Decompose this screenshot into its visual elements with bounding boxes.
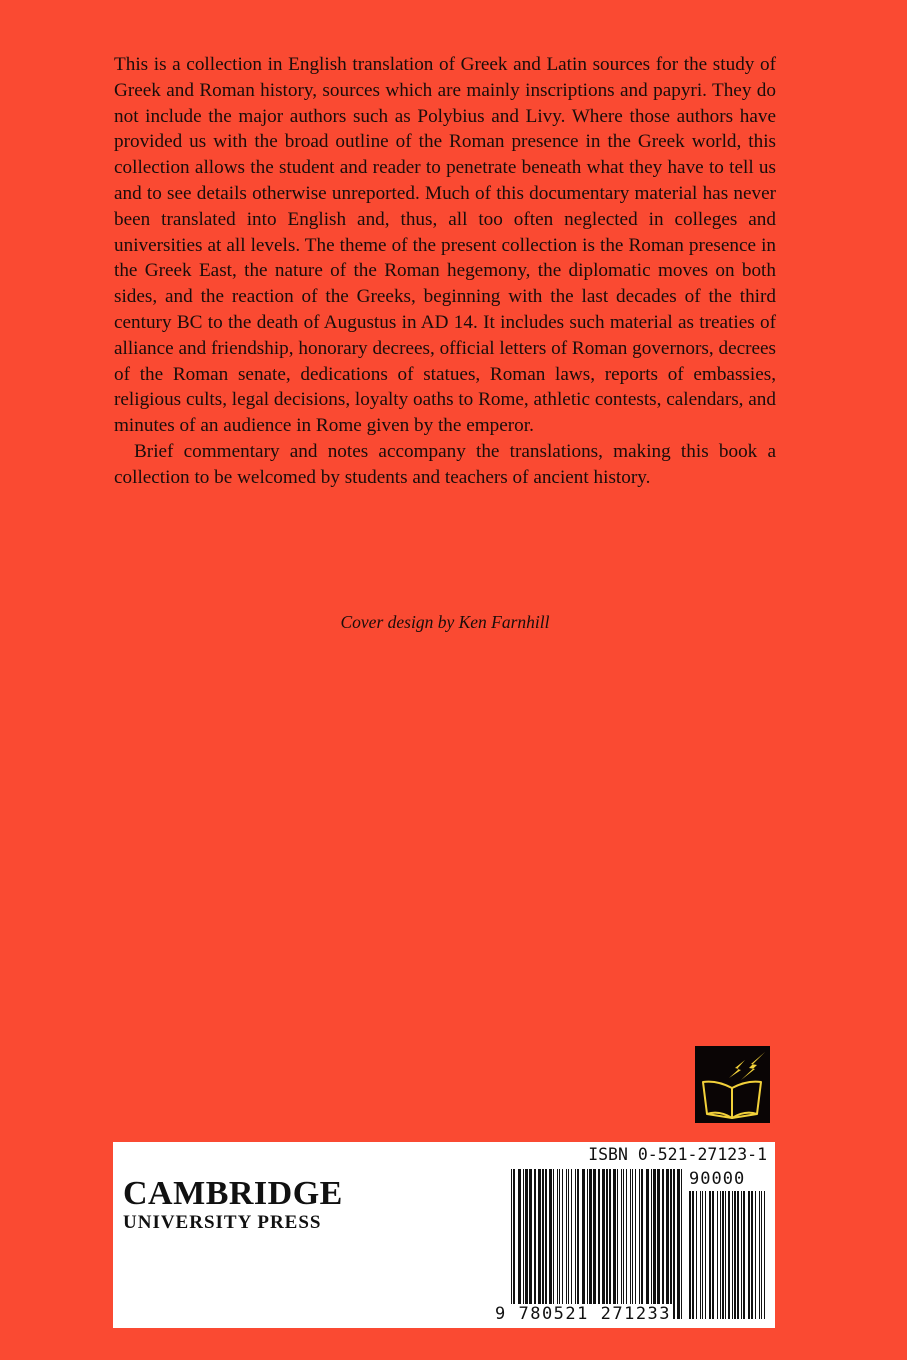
barcode-addon-bar (743, 1191, 745, 1319)
barcode-addon-bar (759, 1191, 760, 1319)
barcode-bar (577, 1169, 579, 1319)
barcode-bar (575, 1169, 576, 1319)
barcode-addon-bar (722, 1191, 724, 1319)
barcode-addon-bar (702, 1191, 703, 1319)
isbn-label: ISBN 0-521-27123-1 (588, 1145, 767, 1164)
barcode-addon-bar (696, 1191, 697, 1319)
barcode-addon-bar (761, 1191, 762, 1319)
barcode-bar (549, 1169, 552, 1319)
barcode-addon-bar (751, 1191, 753, 1319)
barcode-bar (511, 1169, 512, 1319)
barcode-addon-bar (717, 1191, 718, 1319)
barcode-addon-bar (737, 1191, 739, 1319)
barcode-bar (525, 1169, 528, 1319)
publisher-name: CAMBRIDGE (123, 1175, 343, 1212)
blurb-paragraph-1: This is a collection in English translation of Greek and Latin sources for the study of Greek and Roman history, sources which are mainly inscriptions and papyri. They do not include the major authors such as Polybius and Livy. Where those authors have provided us with the broad outline of the Roman presence in the Greek world, this collection allows the student and reader to penetrate beneath what they have to tell us and to see details otherwise unreported. Much of this documentary material has never been translated into English and, thus, all too often neglected in colleges and universities at all levels. The theme of the present collection is the Roman presence in the Greek East, the nature of the Roman hegemony, the diplomatic moves on both sides, and the reaction of the Greeks, beginning with the last decades of the third century BC to the death of Augustus in AD 14. It includes such material as treaties of alliance and friendship, honorary decrees, official letters of Roman governors, decrees of the Roman senate, dedications of statues, Roman laws, reports of embassies, religious cults, legal decisions, loyalty oaths to Rome, athletic contests, calendars, and minutes of an audience in Rome given by the emperor. (114, 54, 776, 437)
barcode-addon-bar (755, 1191, 756, 1319)
blurb-text (114, 52, 776, 491)
open-book-lightning-icon (695, 1046, 770, 1123)
barcode-bar (641, 1169, 643, 1319)
barcode-bar (523, 1169, 524, 1319)
barcode-addon-bar (709, 1191, 711, 1319)
barcode-bar (613, 1169, 616, 1319)
barcode-bar (626, 1169, 627, 1319)
barcode-bar (538, 1169, 541, 1319)
barcode-bar (666, 1169, 669, 1319)
barcode-bar (632, 1169, 633, 1319)
barcode-bar (630, 1169, 631, 1319)
barcode-bar (542, 1169, 544, 1319)
barcode-bar (529, 1169, 532, 1319)
barcode-bar (571, 1169, 572, 1319)
barcode (511, 1169, 766, 1319)
barcode-bar (602, 1169, 605, 1319)
publisher-logo (695, 1046, 770, 1123)
barcode-addon-bar (689, 1191, 691, 1319)
barcode-addon-bar (692, 1191, 694, 1319)
barcode-addon-bar (700, 1191, 701, 1319)
barcode-bar (653, 1169, 656, 1319)
barcode-bar (635, 1169, 636, 1319)
barcode-bar (639, 1169, 640, 1319)
publisher-wordmark (123, 1176, 343, 1234)
barcode-bar (673, 1169, 675, 1319)
barcode-addon-bar (741, 1191, 742, 1319)
barcode-bar (566, 1169, 567, 1319)
barcode-addon-bar (732, 1191, 733, 1319)
barcode-bar (662, 1169, 664, 1319)
barcode-bar (646, 1169, 649, 1319)
cover-credit: Cover design by Ken Farnhill (340, 612, 550, 632)
barcode-bar (559, 1169, 560, 1319)
barcode-addon-bar (748, 1191, 750, 1319)
barcode-bar (518, 1169, 521, 1319)
publisher-subtitle: UNIVERSITY PRESS (123, 1212, 322, 1233)
barcode-panel (113, 1142, 775, 1328)
barcode-bar (623, 1169, 624, 1319)
barcode-addon-bar (705, 1191, 706, 1319)
barcode-bar (553, 1169, 554, 1319)
barcode-addon-number: 90000 (689, 1169, 746, 1189)
barcode-bar (557, 1169, 558, 1319)
barcode-bar (598, 1169, 600, 1319)
barcode-bar (534, 1169, 536, 1319)
barcode-bar (621, 1169, 622, 1319)
barcode-bar (562, 1169, 563, 1319)
barcode-bar (606, 1169, 608, 1319)
barcode-bar (582, 1169, 585, 1319)
barcode-addon-bar (712, 1191, 714, 1319)
barcode-bar (677, 1169, 680, 1319)
barcode-bar (589, 1169, 592, 1319)
barcode-bar (651, 1169, 652, 1319)
barcode-bar (609, 1169, 611, 1319)
barcode-addon-bar (734, 1191, 736, 1319)
barcode-addon-bar (725, 1191, 726, 1319)
barcode-bar (681, 1169, 682, 1319)
barcode-bar (545, 1169, 547, 1319)
barcode-addon-bar (720, 1191, 721, 1319)
blurb-paragraph-2: Brief commentary and notes accompany the translations, making this book a collection to be welcomed by students and teachers of ancient history. (114, 440, 776, 488)
barcode-bar (657, 1169, 660, 1319)
barcode-bar (568, 1169, 569, 1319)
barcode-addon-bar (764, 1191, 765, 1319)
barcode-ean-number: 9 780521 271233 (495, 1304, 672, 1324)
barcode-bar (513, 1169, 515, 1319)
barcode-bar (587, 1169, 588, 1319)
barcode-bar (670, 1169, 672, 1319)
barcode-addon-bar (728, 1191, 730, 1319)
barcode-bar (617, 1169, 618, 1319)
barcode-bar (593, 1169, 596, 1319)
